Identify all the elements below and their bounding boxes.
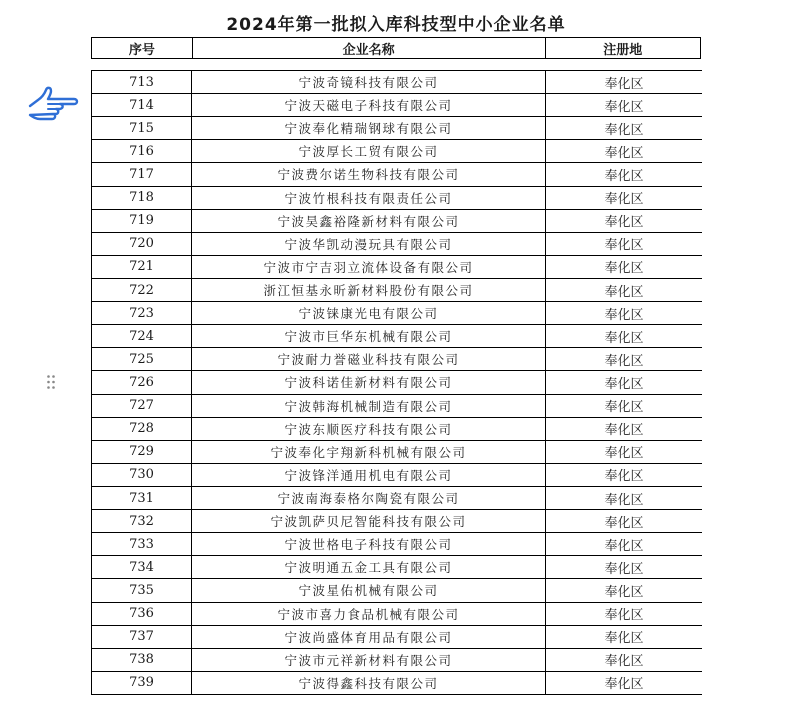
company-name: 宁波昊鑫裕隆新材料有限公司 [192, 210, 546, 232]
company-name: 宁波天磁电子科技有限公司 [192, 94, 546, 116]
registered-region: 奉化区 [604, 307, 644, 323]
row-number: 722 [92, 279, 192, 301]
registered-region: 奉化区 [604, 145, 644, 161]
table-row [92, 117, 702, 140]
table-row [92, 649, 702, 672]
table-row [92, 533, 702, 556]
table-row [92, 348, 702, 371]
registered-region: 奉化区 [604, 376, 644, 392]
company-name: 宁波市喜力食品机械有限公司 [192, 603, 546, 625]
table-row [92, 279, 702, 302]
company-name: 宁波华凯动漫玩具有限公司 [192, 233, 546, 255]
column-header-name: 企业名称 [192, 38, 545, 58]
company-name: 宁波奉化宇翔新科机械有限公司 [192, 441, 546, 463]
table-row [92, 464, 702, 487]
company-name: 宁波世格电子科技有限公司 [192, 533, 546, 555]
registered-region: 奉化区 [604, 631, 644, 647]
table-row [92, 395, 702, 418]
company-name: 宁波厚长工贸有限公司 [192, 140, 546, 162]
registered-region: 奉化区 [604, 122, 644, 138]
table-row [92, 579, 702, 602]
row-number: 728 [92, 418, 192, 440]
company-name: 宁波科诺佳新材料有限公司 [192, 371, 546, 393]
row-number: 735 [92, 579, 192, 601]
registered-region: 奉化区 [604, 238, 644, 254]
registered-region: 奉化区 [604, 76, 644, 92]
registered-region: 奉化区 [604, 515, 644, 531]
table-row [92, 187, 702, 210]
row-number: 732 [92, 510, 192, 532]
company-name: 宁波奇镜科技有限公司 [192, 71, 546, 93]
company-name: 宁波尚盛体育用品有限公司 [192, 626, 546, 648]
company-name: 宁波明通五金工具有限公司 [192, 556, 546, 578]
registered-region: 奉化区 [604, 492, 644, 508]
row-number: 727 [92, 395, 192, 417]
registered-region: 奉化区 [604, 284, 644, 300]
column-header-region: 注册地 [545, 38, 700, 58]
table-row [92, 556, 702, 579]
company-name: 宁波韩海机械制造有限公司 [192, 395, 546, 417]
company-name: 宁波得鑫科技有限公司 [192, 672, 546, 694]
row-number: 729 [92, 441, 192, 463]
row-number: 731 [92, 487, 192, 509]
row-number: 719 [92, 210, 192, 232]
row-number: 726 [92, 371, 192, 393]
company-name: 宁波竹根科技有限责任公司 [192, 187, 546, 209]
registered-region: 奉化区 [604, 538, 644, 554]
company-name: 宁波市宁吉羽立流体设备有限公司 [192, 256, 546, 278]
table-row [92, 672, 702, 695]
company-name: 宁波锋洋通用机电有限公司 [192, 464, 546, 486]
row-number: 723 [92, 302, 192, 324]
company-name: 宁波星佑机械有限公司 [192, 579, 546, 601]
table-row [92, 441, 702, 464]
registered-region: 奉化区 [604, 99, 644, 115]
registered-region: 奉化区 [604, 261, 644, 277]
row-number: 739 [92, 672, 192, 694]
registered-region: 奉化区 [604, 608, 644, 624]
row-number: 733 [92, 533, 192, 555]
row-number: 738 [92, 649, 192, 671]
company-name: 宁波奉化精瑞钢球有限公司 [192, 117, 546, 139]
table-row [92, 140, 702, 163]
table-row [92, 325, 702, 348]
table-row [92, 371, 702, 394]
table-row [92, 256, 702, 279]
row-number: 724 [92, 325, 192, 347]
registered-region: 奉化区 [604, 215, 644, 231]
registered-region: 奉化区 [604, 677, 644, 693]
registered-region: 奉化区 [604, 330, 644, 346]
registered-region: 奉化区 [604, 353, 644, 369]
table-row [92, 510, 702, 533]
registered-region: 奉化区 [604, 168, 644, 184]
table-row [92, 626, 702, 649]
company-name: 浙江恒基永昕新材料股份有限公司 [192, 279, 546, 301]
row-number: 714 [92, 94, 192, 116]
registered-region: 奉化区 [604, 654, 644, 670]
registered-region: 奉化区 [604, 400, 644, 416]
company-name: 宁波东顺医疗科技有限公司 [192, 418, 546, 440]
row-number: 725 [92, 348, 192, 370]
company-name: 宁波铼康光电有限公司 [192, 302, 546, 324]
company-name: 宁波凯萨贝尼智能科技有限公司 [192, 510, 546, 532]
table-row [92, 233, 702, 256]
registered-region: 奉化区 [604, 423, 644, 439]
drag-handle-icon[interactable] [46, 374, 56, 390]
row-number: 713 [92, 71, 192, 93]
company-name: 宁波市巨华东机械有限公司 [192, 325, 546, 347]
registered-region: 奉化区 [604, 561, 644, 577]
table-row [92, 487, 702, 510]
row-number: 736 [92, 603, 192, 625]
row-number: 737 [92, 626, 192, 648]
company-name: 宁波耐力誉磁业科技有限公司 [192, 348, 546, 370]
registered-region: 奉化区 [604, 584, 644, 600]
registered-region: 奉化区 [604, 469, 644, 485]
row-number: 718 [92, 187, 192, 209]
row-number: 730 [92, 464, 192, 486]
row-number: 717 [92, 163, 192, 185]
table-row [92, 163, 702, 186]
company-table [91, 70, 702, 695]
table-row [92, 603, 702, 626]
row-number: 721 [92, 256, 192, 278]
table-row [92, 418, 702, 441]
document-title: 2024年第一批拟入库科技型中小企业名单 [226, 15, 566, 35]
company-name: 宁波南海泰格尔陶瓷有限公司 [192, 487, 546, 509]
row-number: 715 [92, 117, 192, 139]
column-header-no: 序号 [128, 42, 155, 58]
registered-region: 奉化区 [604, 192, 644, 208]
table-row [92, 210, 702, 233]
company-name: 宁波市元祥新材料有限公司 [192, 649, 546, 671]
table-row [92, 94, 702, 117]
table-header [91, 37, 701, 59]
row-number: 734 [92, 556, 192, 578]
registered-region: 奉化区 [604, 446, 644, 462]
table-row [92, 71, 702, 94]
pointing-hand-icon[interactable] [26, 86, 82, 132]
row-number: 720 [92, 233, 192, 255]
company-name: 宁波费尔诺生物科技有限公司 [192, 163, 546, 185]
table-row [92, 302, 702, 325]
row-number: 716 [92, 140, 192, 162]
